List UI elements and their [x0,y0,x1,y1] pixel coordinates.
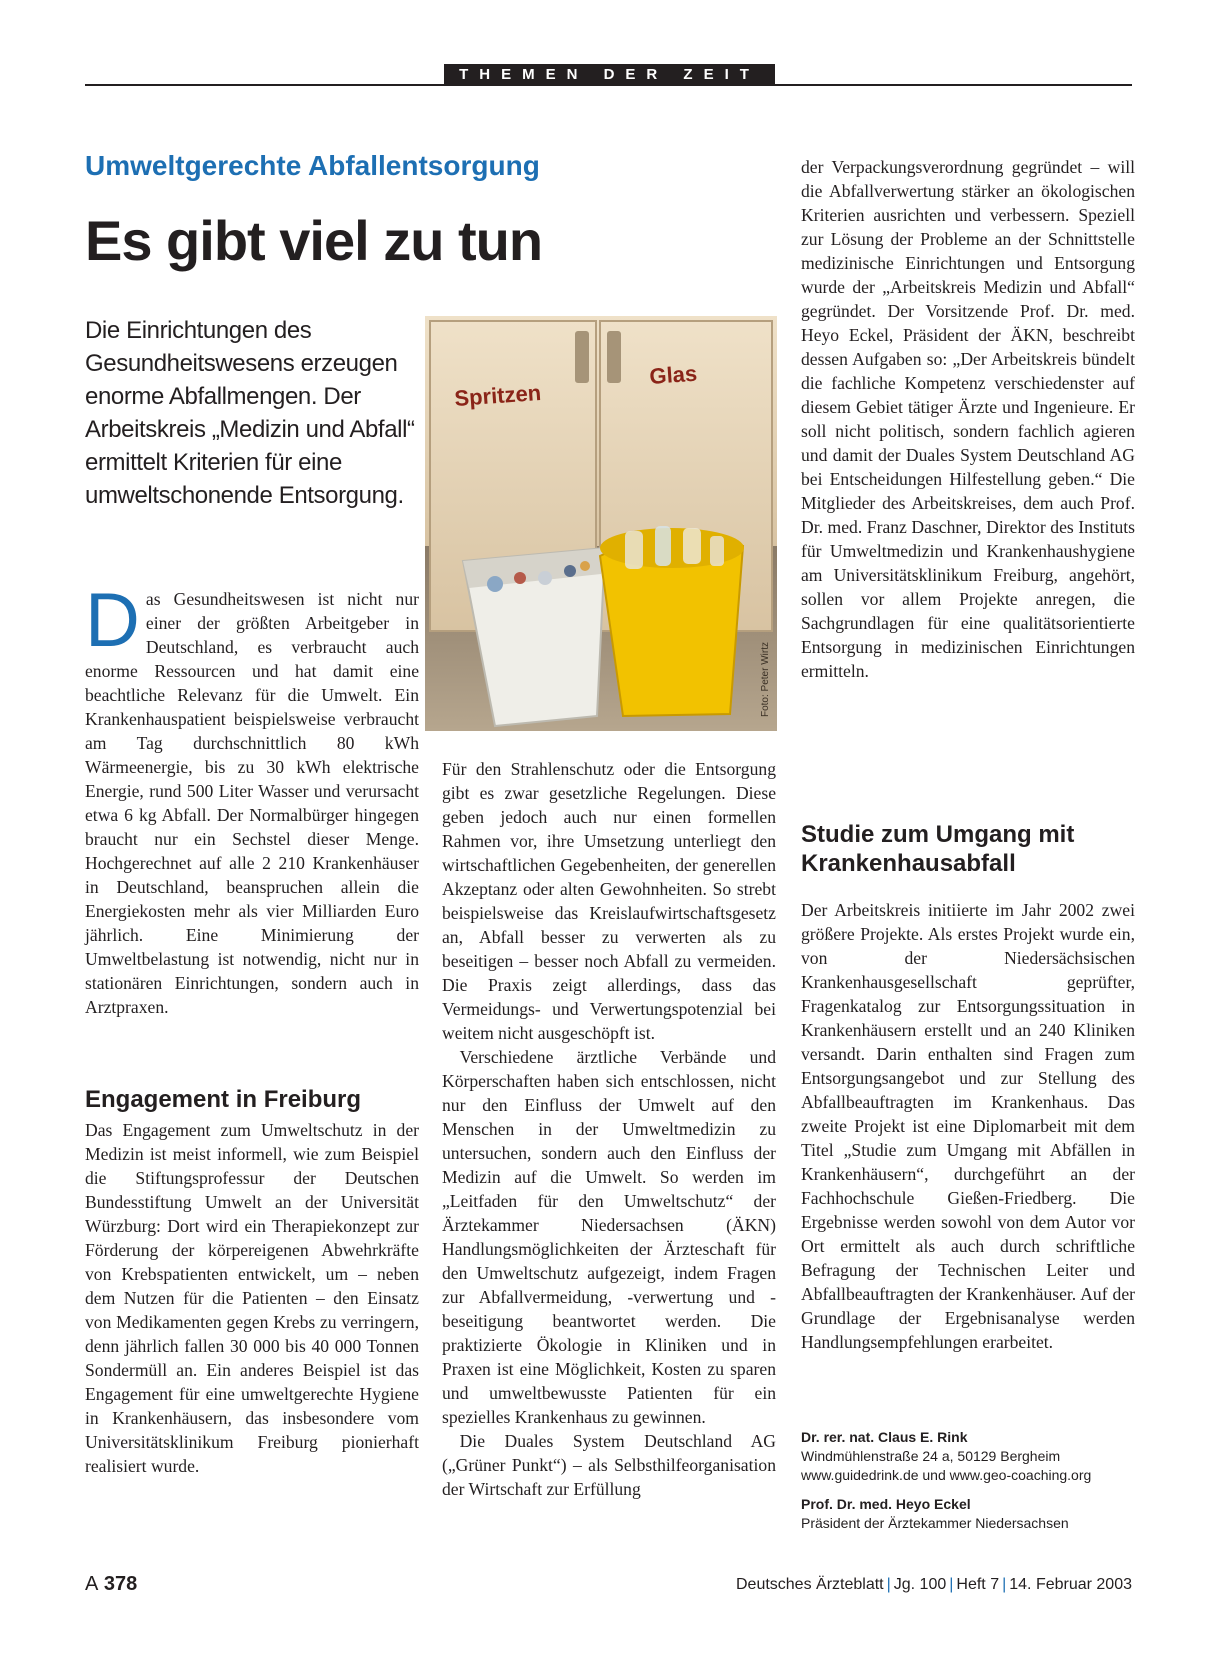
article-title: Es gibt viel zu tun [85,209,543,272]
page-prefix: A [85,1573,99,1595]
subheading-engagement: Engagement in Freiburg [85,1086,362,1113]
author-2 [801,1495,1135,1533]
column-1-intro [85,578,419,1019]
page-number-value: 378 [103,1573,138,1595]
column-2-paragraph-1: Für den Strahlenschutz oder die Entsorgung gibt es zwar gesetzliche Regelungen. Diese geben jedoch auch nur einen formellen Rahmen vor, ihre Umsetzung unterliegt den wirtschaftlichen Gegebenheiten, der generellen Akzeptanz oder alten Gewohnheiten. So strebt beispielsweise das Kreislaufwirtschaftsgesetz an, Abfall besser zu verwerten als zu beseitigen – besser noch Abfall zu vermeiden. Die Praxis zeigt allerdings, dass das Vermeidungs- und Verwertungspotenzial bei weitem nicht ausgeschöpft ist. [442,759,776,1043]
column-3-bottom [801,898,1135,1354]
label-spritzen: Spritzen [453,379,542,411]
author-block [801,1428,1135,1533]
page-number [85,1573,137,1596]
column-3-paragraph-2: Der Arbeitskreis initiierte im Jahr 2002 zwei größere Projekte. Als erstes Projekt wurde ein, von der Niedersächsischen Krankenhausgesellschaft geprüfter, Fragenkatalog zur Entsorgungssituation in Krankenhäusern erstellt und an 240 Kliniken versandt. Darin enthalten sind Fragen zum Entsorgungsangebot und zur Stellung des Abfallbeauftragten im Krankenhaus. Das zweite Projekt ist eine Diplomarbeit mit dem Titel „Studie zum Umgang mit Abfällen in Krankenhäusern“, durchgeführt an der Fachhochschule Gießen-Friedberg. Die Ergebnisse werden sowohl von dem Autor vor Ort ermittelt als auch durch schriftliche Befragung der Technischen Leiter und Abfallbeauftragten der Krankenhäuser. Auf der Grundlage der Ergebnisanalyse werden Handlungsempfehlungen erarbeitet. [801,900,1135,1352]
column-2-paragraph-3: Die Duales System Deutschland AG („Grüner Punkt“) – als Selbsthilfeorganisation der Wirtschaft zur Erfüllung [442,1431,776,1499]
author-1-websites: www.guidedrink.de und www.geo-coaching.org [801,1467,1092,1483]
author-2-name: Prof. Dr. med. Heyo Eckel [801,1496,971,1512]
subheading-studie: Studie zum Umgang mit Krankenhausabfall [801,821,1075,877]
column-3-paragraph-1: der Verpackungsverordnung gegründet – will die Abfallverwertung stärker an ökologischen Kriterien ausrichten und verbessern. Speziell zur Lösung der Probleme an der Schnittstelle medizinische Einrichtungen und Entsorgung wurde der „Arbeitskreis Medizin und Abfall“ gegründet. Der Vorsitzende Prof. Dr. med. Heyo Eckel, Präsident der ÄKN, beschreibt dessen Aufgaben so: „Der Arbeitskreis bündelt die fachliche Kompetenz verschiedenster auf diesem Gebiet tätiger Ärzte und Ingenieure. Er soll nicht politisch, sondern fachlich agieren und damit der Duales System Deutschland AG bei Entscheidungen Hilfestellung geben.“ Die Mitglieder des Arbeitskreises, dem auch Prof. Dr. med. Franz Daschner, Direktor des Instituts für Umweltmedizin und Krankenhaushygiene am Universitätsklinikum Freiburg, angehört, sollen vor allem Projekte anregen, die Sachgrundlagen für eine qualitätsorientierte Entsorgung in medizinischen Einrichtungen ermitteln. [801,157,1135,681]
label-glas: Glas [648,360,698,389]
author-1 [801,1428,1135,1485]
engagement-paragraph: Das Engagement zum Umweltschutz in der Medizin ist meist informell, wie zum Beispiel die Stiftungsprofessur der Deutschen Bundesstiftung Umwelt an der Universität Würzburg: Dort wird ein Therapiekonzept zur Förderung der körpereigenen Abwehrkräfte von Krebspatienten entwickelt, um – neben dem Nutzen für die Patienten – den Einsatz von Medikamenten gegen Krebs zu verringern, denn jährlich fallen 30 000 bis 40 000 Tonnen Sondermüll an. Ein anderes Beispiel ist das Engagement für eine umweltgerechte Hygiene in Krankenhäusern, das insbesondere vom Universitätsklinikum Freiburg pionierhaft realisiert wurde. [85,1120,419,1476]
journal-name: Deutsches Ärzteblatt [735,1576,884,1593]
waste-bins-illustration [425,316,777,731]
journal-footer: Deutsches Ärzteblatt | Jg. 100 | Heft 7 | 14. Februar 2003 [735,1576,1132,1593]
journal-issue: Heft 7 [956,1576,1000,1593]
article-lead: Die Einrichtungen des Gesundheitswesens erzeugen enorme Abfallmengen. Der Arbeitskreis „Medizin und Abfall“ ermittelt Kriterien für eine umweltschonende Entsorgung. [85,317,415,509]
journal-volume: Jg. 100 [893,1576,947,1593]
intro-paragraph: as Gesundheitswesen ist nicht nur einer der größten Arbeitgeber in Deutschland, es verbraucht auch enorme Ressourcen und hat damit eine beachtliche Relevanz für die Umwelt. Ein Krankenhauspatient beispielsweise verbraucht am Tag durchschnittlich 80 kWh Wärmeenergie, bis zu 30 kWh elektrische Energie, rund 500 Liter Wasser und verursacht etwa 6 kg Abfall. Der Normalbürger hingegen braucht nur ein Sechstel dieser Menge. Hochgerechnet auf alle 2 210 Krankenhäuser in Deutschland, beanspruchen allein die Energiekosten mehr als vier Milliarden Euro jährlich. Eine Minimierung der Umweltbelastung ist notwendig, nicht nur in stationären Einrichtungen, sondern auch in Arztpraxen. [85,589,419,1017]
header-rule [85,84,1132,86]
section-header: THEMEN DER ZEIT [444,64,775,85]
column-2-paragraph-2: Verschiedene ärztliche Verbände und Körperschaften haben sich entschlossen, nicht nur den Einfluss der Umwelt auf den Menschen in der Umweltmedizin zu untersuchen, sondern auch den Einfluss der Medizin auf die Umwelt. So werden im „Leitfaden für den Umweltschutz“ der Ärztekammer Niedersachsen (ÄKN) Handlungsmöglichkeiten der Ärzteschaft für den Umweltschutz aufgezeigt, indem Fragen zur Abfallvermeidung, -verwertung und -beseitigung beantwortet werden. Die praktizierte Ökologie in Kliniken und in Praxen ist eine Möglichkeit, Kosten zu sparen und umweltbewusste Patienten für ein spezielles Krankenhaus zu gewinnen. [442,1047,776,1427]
drop-cap: D [85,578,140,663]
column-2 [442,757,776,1501]
author-1-address: Windmühlenstraße 24 a, 50129 Bergheim [801,1448,1061,1464]
column-3-top [801,155,1135,683]
article-photo [425,316,777,731]
photo-credit: Foto: Peter Wirtz [760,641,771,717]
journal-date: 14. Februar 2003 [1009,1576,1132,1593]
article-kicker: Umweltgerechte Abfallentsorgung [85,150,540,181]
column-1-engagement [85,1118,419,1478]
author-2-title: Präsident der Ärztekammer Niedersachsen [801,1515,1069,1531]
author-1-name: Dr. rer. nat. Claus E. Rink [801,1429,968,1445]
